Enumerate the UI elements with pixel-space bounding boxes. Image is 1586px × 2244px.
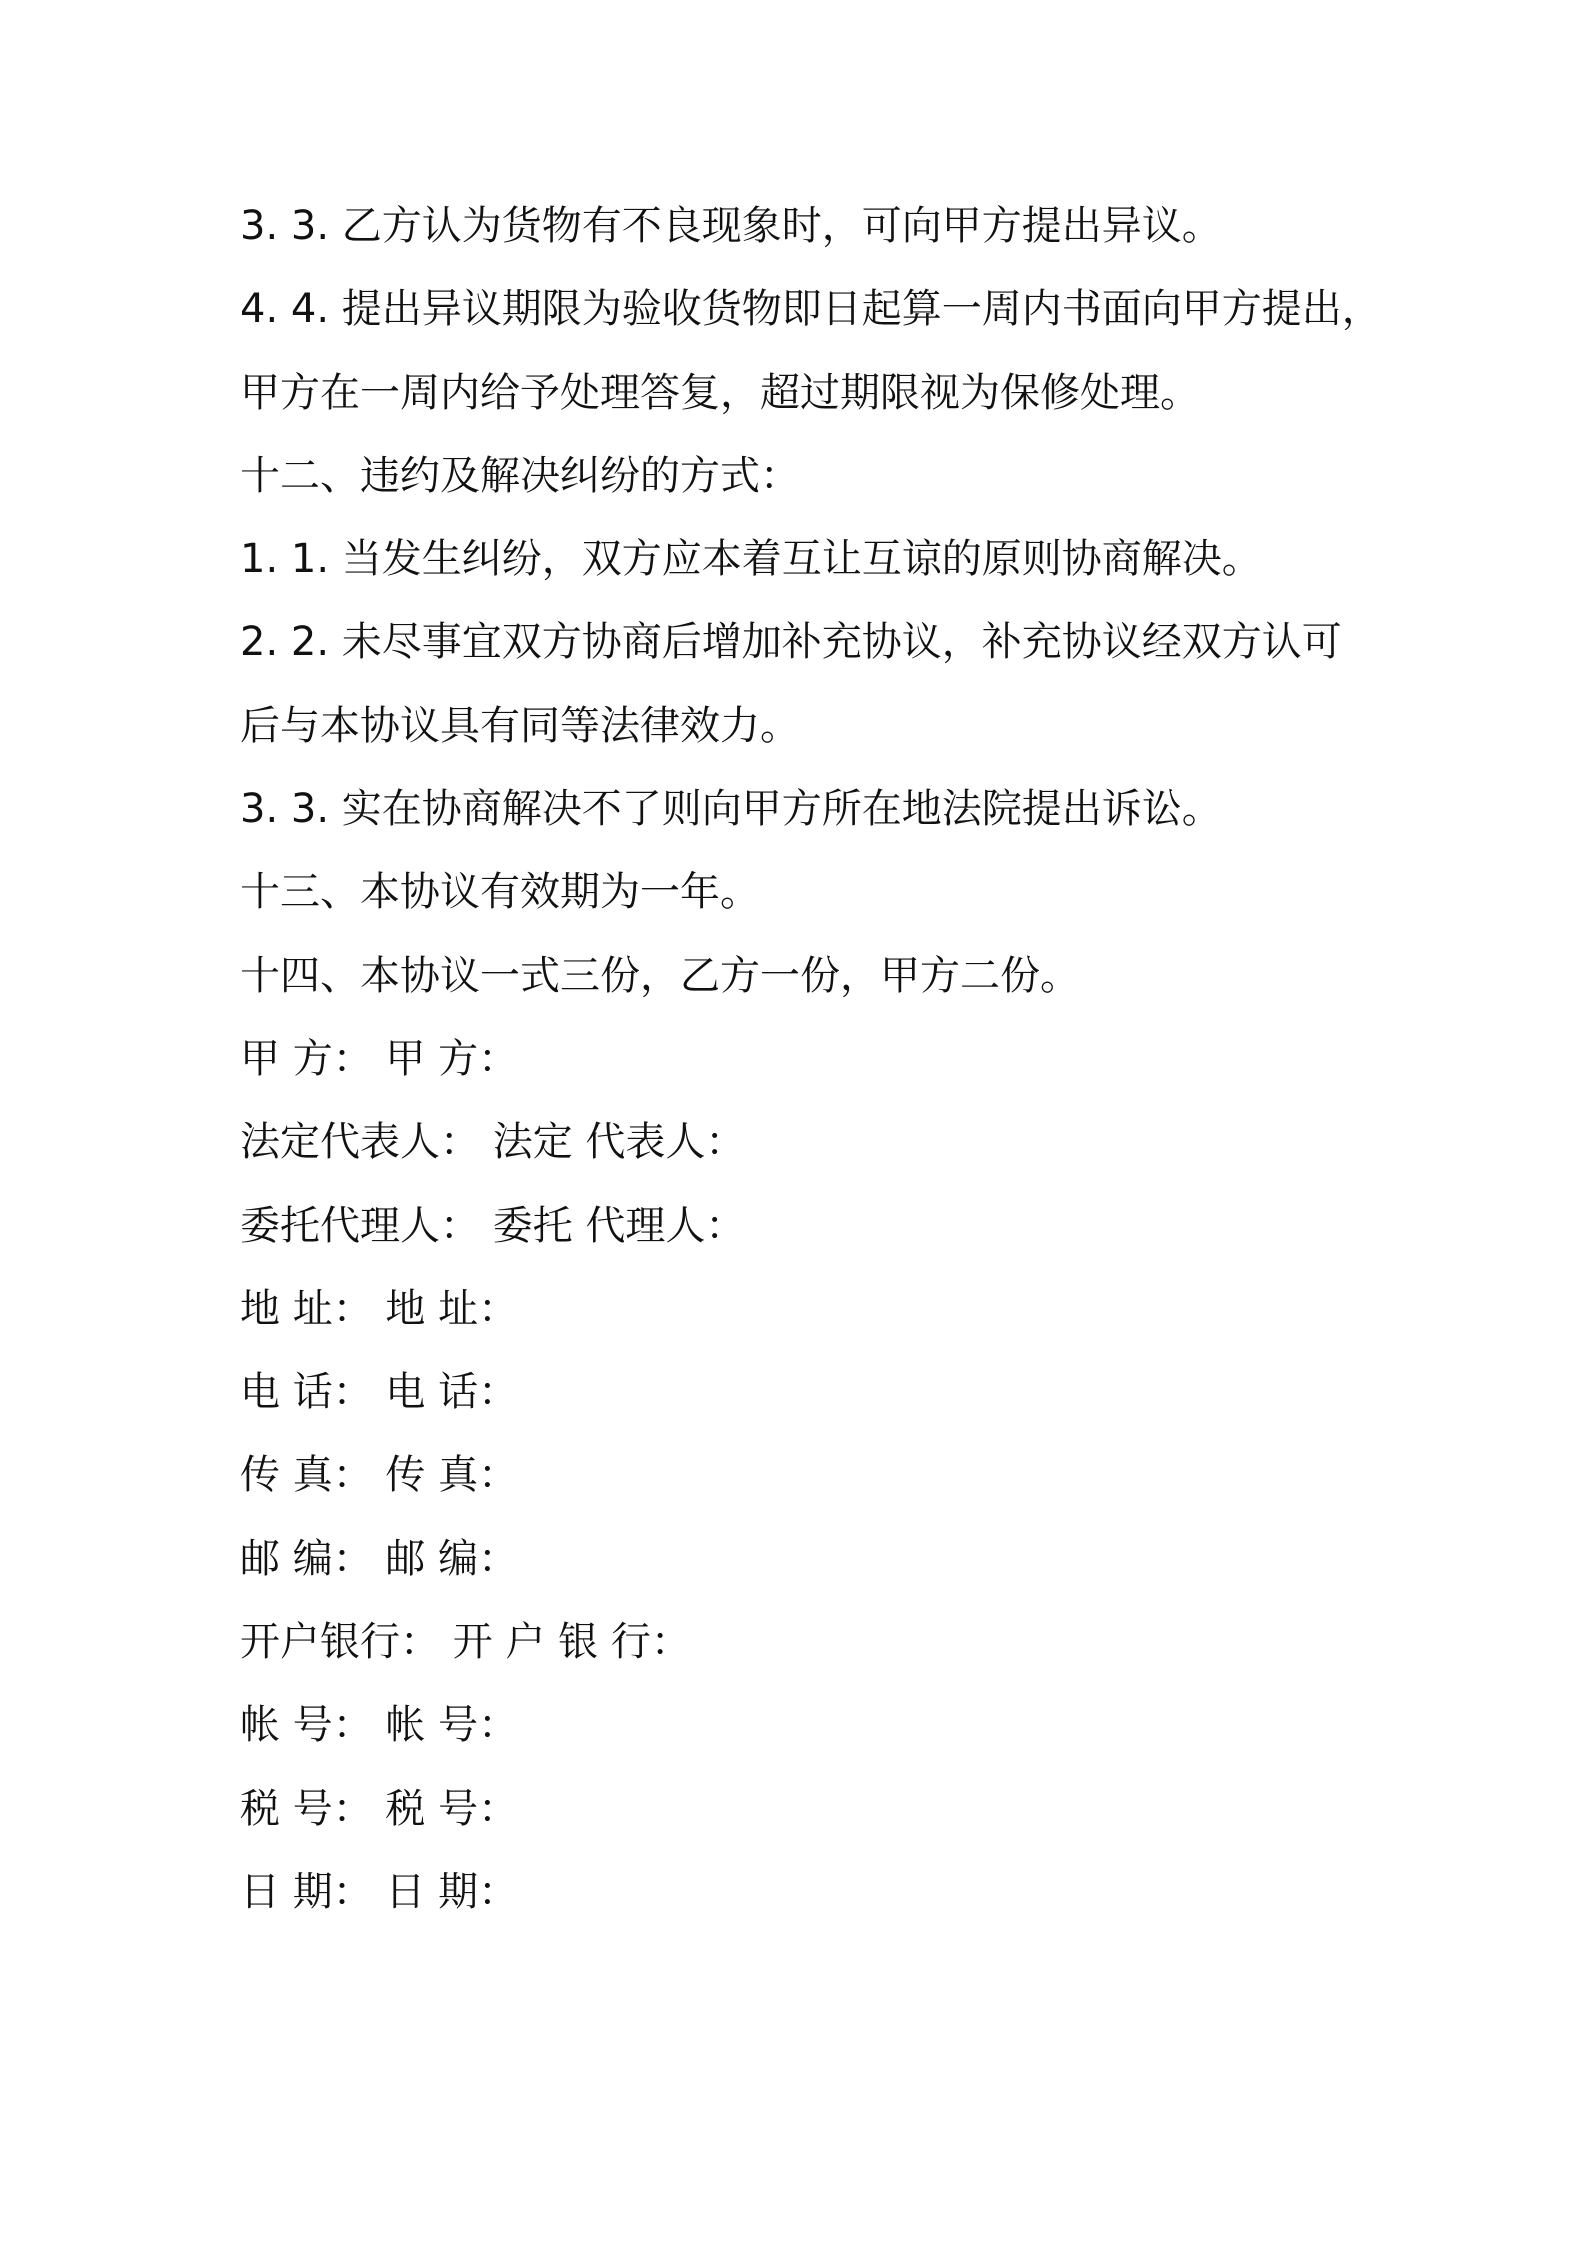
document-body <box>240 196 1390 1945</box>
section-heading: 十四、本协议一式三份，乙方一份，甲方二份。 <box>240 952 1080 999</box>
signature-field-date: 日 期： 日 期： <box>240 1868 519 1915</box>
signature-field-party: 甲 方： 甲 方： <box>240 1035 519 1082</box>
signature-field-phone: 电 话： 电 话： <box>240 1369 519 1416</box>
signature-field-authorized-agent: 委托代理人： 委托 代理人： <box>240 1202 746 1249</box>
clause-line: 3. 3. 实在协商解决不了则向甲方所在地法院提出诉讼。 <box>240 786 1222 833</box>
clause-line: 3. 3. 乙方认为货物有不良现象时，可向甲方提出异议。 <box>240 203 1222 249</box>
signature-field-postcode: 邮 编： 邮 编： <box>240 1535 519 1582</box>
section-heading: 十三、本协议有效期为一年。 <box>240 869 760 916</box>
signature-field-address: 地 址： 地 址： <box>240 1285 519 1332</box>
signature-field-bank: 开户银行： 开 户 银 行： <box>240 1619 691 1666</box>
signature-field-legal-representative: 法定代表人： 法定 代表人： <box>240 1119 746 1166</box>
clause-line: 4. 4. 提出异议期限为验收货物即日起算一周内书面向甲方提出， <box>240 286 1382 333</box>
signature-field-account: 帐 号： 帐 号： <box>240 1702 519 1749</box>
clause-line: 1. 1. 当发生纠纷，双方应本着互让互谅的原则协商解决。 <box>240 536 1262 583</box>
signature-field-fax: 传 真： 传 真： <box>240 1452 519 1499</box>
clause-line: 2. 2. 未尽事宜双方协商后增加补充协议，补充协议经双方认可 <box>240 619 1342 666</box>
signature-field-tax-id: 税 号： 税 号： <box>240 1785 519 1832</box>
clause-line: 后与本协议具有同等法律效力。 <box>240 702 800 749</box>
section-heading: 十二、违约及解决纠纷的方式： <box>240 452 800 499</box>
clause-line: 甲方在一周内给予处理答复，超过期限视为保修处理。 <box>240 369 1200 416</box>
